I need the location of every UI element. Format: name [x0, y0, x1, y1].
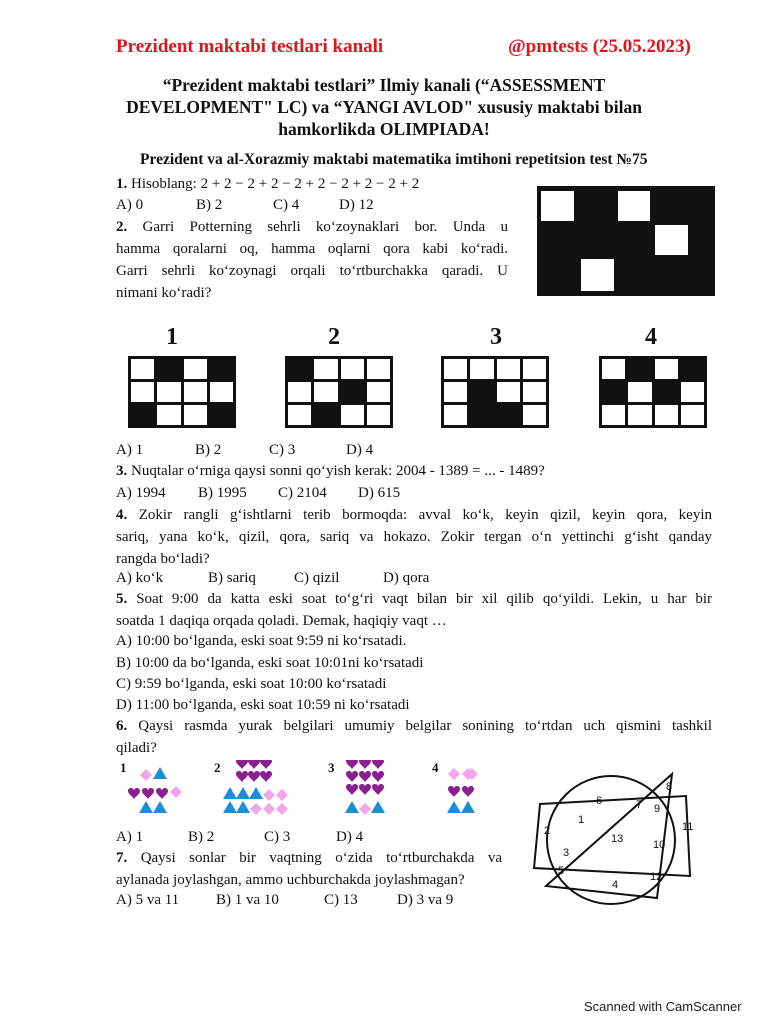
question-5-option-c: C) 9:59 bo‘lganda, eski soat 10:00 ko‘rsatadi [116, 676, 387, 692]
region-label-4: 4 [612, 879, 619, 891]
white-square [581, 259, 614, 291]
q2-choice-grid-1 [128, 356, 236, 428]
question-6: 6. Qaysi rasmda yurak belgilari umumiy belgilar sonining to‘rtdan uch qismini tashkil qiladi? [116, 718, 713, 756]
question-5: 5. Soat 9:00 da katta eski soat to‘g‘ri vaqt bilan bir xil qilib qo‘yildi. Lekin, u har bir soatda 1 daqiqa orqada qoladi. Demak, haqiqiy vaqt … [116, 591, 712, 629]
scanner-watermark: Scanned with CamScanner [584, 999, 742, 1014]
question-2: 2. Garri Potterning sehrli ko‘zoynaklari bor. Unda u hamma qoralarni oq, hamma oqlarni qora kabi ko‘radi. Garri sehrli ko‘zoynagi orqali to‘rtburchakka qaradi. U nimani ko‘radi? [116, 219, 508, 301]
question-4-options: A) ko‘k B) sariq C) qizil D) qora [116, 570, 430, 586]
q6-figure-2 [223, 760, 288, 815]
question-4: 4. Zokir rangli g‘ishtlarni terib bormoqda: avval ko‘k, keyin qizil, keyin qora, keyin sariq, yana ko‘k, qizil, qora, sariq va hokazo. Zokir tergan o‘n yettinchi g‘isht qanday rangda bo‘ladi? [116, 507, 712, 567]
q6-figure-3 [345, 760, 385, 815]
title-line-2: DEVELOPMENT" LC) va “YANGI AVLOD" xususiy maktabi bilan [126, 97, 642, 117]
white-square [541, 191, 574, 221]
region-label-12: 12 [650, 871, 663, 883]
region-label-7: 7 [636, 799, 643, 811]
question-7-options: A) 5 va 11 B) 1 va 10 C) 13 D) 3 va 9 [116, 892, 454, 908]
q2-choice-grid-4 [599, 356, 707, 428]
question-6-options: A) 1 B) 2 C) 3 D) 4 [116, 829, 364, 845]
question-5-option-b: B) 10:00 da bo‘lganda, eski soat 10:01ni ko‘rsatadi [116, 655, 424, 671]
question-7: 7. Qaysi sonlar bir vaqtning o‘zida to‘rtburchakda va aylanada joylashgan, ammo uchburchakda joylashmagan? [116, 850, 502, 888]
question-5-option-d: D) 11:00 bo‘lganda, eski soat 10:59 ni ko‘rsatadi [116, 697, 410, 713]
channel-name: Prezident maktabi testlari kanali [116, 36, 384, 57]
region-label-1: 1 [578, 814, 585, 826]
question-1-options: A) 0 B) 2 C) 4 D) 12 [116, 197, 374, 213]
region-label-5: 5 [558, 865, 565, 877]
q6-choice-label-1: 1 [120, 760, 127, 775]
region-label-2: 2 [544, 825, 551, 837]
q6-choice-label-2: 2 [214, 760, 221, 775]
q6-choice-label-4: 4 [432, 760, 439, 775]
q2-choice-label-4: 4 [645, 324, 657, 350]
region-label-13: 13 [611, 833, 624, 845]
q6-symbol-figures [120, 760, 480, 820]
test-subtitle: Prezident va al-Xorazmiy maktabi matematika imtihoni repetitsion test №75 [140, 151, 648, 168]
q7-venn-diagram [516, 768, 706, 908]
question-3-options: A) 1994 B) 1995 C) 2104 D) 615 [116, 485, 401, 501]
q2-choice-grid-2 [285, 356, 393, 428]
region-label-8: 8 [666, 781, 673, 793]
q2-choice-label-3: 3 [490, 324, 502, 350]
q2-choice-label-2: 2 [328, 324, 340, 350]
title-line-1: “Prezident maktabi testlari” Ilmiy kanali (“ASSESSMENT [162, 75, 606, 95]
q6-figure-4 [447, 768, 478, 813]
region-label-11: 11 [682, 821, 694, 833]
region-label-10: 10 [653, 839, 666, 851]
channel-handle-date: @pmtests (25.05.2023) [508, 36, 691, 57]
title-line-3: hamkorlikda OLIMPIADA! [278, 119, 490, 139]
q6-choice-label-3: 3 [328, 760, 335, 775]
question-5-option-a: A) 10:00 bo‘lganda, eski soat 9:59 ni ko‘rsatadi. [116, 633, 407, 649]
question-3: 3. Nuqtalar o‘rniga qaysi sonni qo‘yish kerak: 2004 - 1389 = ... - 1489? [116, 463, 545, 479]
region-label-3: 3 [563, 847, 570, 859]
q2-choice-grid-3 [441, 356, 549, 428]
white-square [618, 191, 650, 221]
document-title [90, 74, 678, 140]
question-2-options: A) 1 B) 2 C) 3 D) 4 [116, 442, 374, 458]
white-square [655, 225, 688, 255]
question-1: 1. Hisoblang: 2 + 2 − 2 + 2 − 2 + 2 − 2 + 2 − 2 + 2 [116, 176, 420, 192]
q2-choice-label-1: 1 [166, 324, 178, 350]
region-label-6: 6 [596, 795, 603, 807]
region-label-9: 9 [654, 803, 661, 815]
q2-reference-rectangle [537, 186, 715, 296]
q6-figure-1 [128, 767, 182, 813]
